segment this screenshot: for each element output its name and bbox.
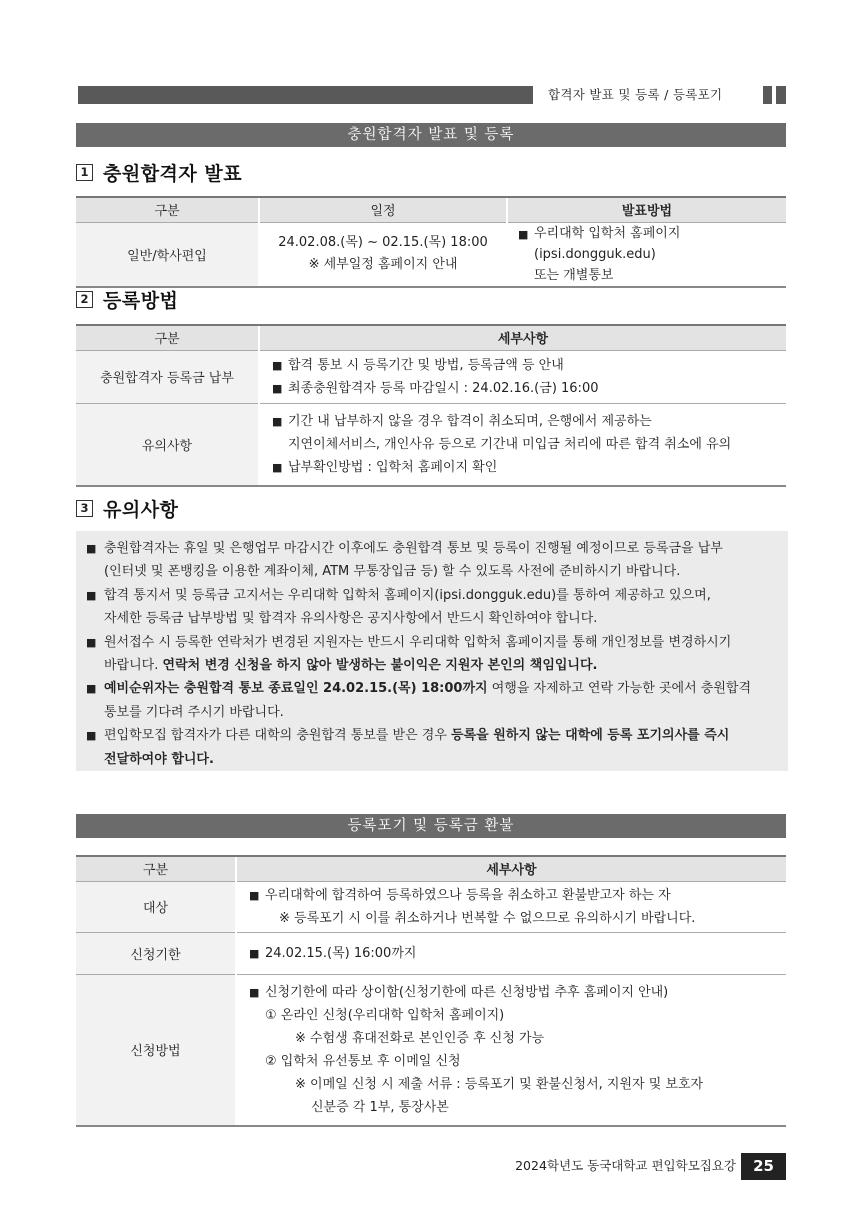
notice-emphasis: 전달하여야 합니다. [104, 751, 214, 767]
row-category: 신청기한 [76, 932, 236, 974]
notice-line: 합격 통지서 및 등록금 고지서는 우리대학 입학처 홈페이지(ipsi.dongguk.edu)를 통하여 제공하고 있으며, [104, 587, 711, 603]
bullet-icon: ■ [249, 946, 260, 960]
detail-line: 신청기한에 따라 상이함(신청기한에 따른 신청방법 추후 홈페이지 안내) [265, 984, 669, 1000]
bullet-icon: ■ [272, 358, 283, 372]
row-category: 유의사항 [76, 403, 259, 486]
bullet-icon: ■ [86, 635, 97, 649]
bullet-icon: ■ [249, 985, 260, 999]
header-decor-block [763, 86, 772, 104]
notice-box [76, 531, 788, 771]
detail-cell [259, 403, 786, 486]
section-number: 1 [76, 164, 93, 181]
notice-line: 충원합격자는 휴일 및 은행업무 마감시간 이후에도 충원합격 통보 및 등록이 진행될 예정이므로 등록금을 납부 [104, 541, 723, 556]
schedule-note: ※ 세부일정 홈페이지 안내 [308, 257, 458, 272]
notice-line [104, 677, 751, 700]
detail-sub: ① 온라인 신청(우리대학 입학처 홈페이지) [265, 1007, 505, 1023]
detail-cell [236, 932, 786, 974]
bullet-icon: ■ [272, 460, 283, 474]
detail-line: 최종충원합격자 등록 마감일시 : 24.02.16.(금) 16:00 [288, 380, 599, 396]
schedule-cell [259, 222, 507, 287]
section-heading [76, 285, 178, 313]
schedule-date: 24.02.08.(목) ~ 02.15.(목) 18:00 [278, 235, 488, 250]
section-title: 충원합격자 발표 [103, 162, 243, 185]
section-heading [76, 494, 178, 522]
detail-note: ※ 등록포기 시 이를 취소하거나 번복할 수 없으므로 유의하시기 바랍니다. [279, 910, 696, 926]
notice-line [104, 748, 729, 771]
detail-cell [259, 350, 786, 403]
section-banner: 충원합격자 발표 및 등록 [76, 123, 786, 147]
row-category: 대상 [76, 881, 236, 932]
detail-sub: ② 입학처 유선통보 후 이메일 신청 [265, 1053, 461, 1069]
row-category: 충원합격자 등록금 납부 [76, 350, 259, 403]
row-category: 신청방법 [76, 974, 236, 1126]
header-decor-block [776, 86, 786, 104]
announcement-table [76, 196, 786, 288]
section-number: 3 [76, 500, 93, 517]
detail-line: 납부확인방법 : 입학처 홈페이지 확인 [288, 459, 498, 475]
notice-line: 자세한 등록금 납부방법 및 합격자 유의사항은 공지사항에서 반드시 확인하여야 합니다. [104, 611, 598, 627]
refund-table [76, 855, 786, 1127]
bullet-icon: ■ [518, 227, 529, 241]
section-title: 등록방법 [103, 289, 179, 312]
notice-emphasis: 연락처 변경 신청을 하지 않아 발생하는 불이익은 지원자 본인의 책임입니다. [162, 658, 598, 674]
notice-item [86, 677, 780, 724]
detail-cell [236, 881, 786, 932]
detail-line: 합격 통보 시 등록기간 및 방법, 등록금액 등 안내 [288, 357, 564, 373]
column-header: 발표방법 [507, 197, 786, 222]
header-bar-fill [78, 86, 533, 104]
detail-line: 기간 내 납부하지 않을 경우 합격이 취소되며, 은행에서 제공하는 [288, 413, 652, 429]
column-header: 구분 [76, 197, 259, 222]
registration-table [76, 324, 786, 487]
bullet-icon: ■ [249, 888, 260, 902]
bullet-icon: ■ [86, 588, 97, 602]
footer-document-title: 2024학년도 동국대학교 편입학모집요강 [515, 1158, 736, 1173]
notice-line: (인터넷 및 폰뱅킹을 이용한 계좌이체, ATM 무통장입금 등) 할 수 있도록 사전에 준비하시기 바랍니다. [104, 564, 681, 580]
column-header: 세부사항 [259, 325, 786, 350]
method-text-cont: 또는 개별통보 [534, 267, 614, 283]
detail-note: ※ 이메일 신청 시 제출 서류 : 등록포기 및 환불신청서, 지원자 및 보호자 [295, 1076, 704, 1092]
notice-text: 여행을 자제하고 연락 가능한 곳에서 충원합격 [491, 681, 751, 697]
detail-line: 24.02.15.(목) 16:00까지 [265, 945, 417, 961]
section-heading [76, 158, 242, 186]
notice-text: 편입학모집 합격자가 다른 대학의 충원합격 통보를 받은 경우 [104, 728, 447, 744]
notice-line: 통보를 기다려 주시기 바랍니다. [104, 704, 284, 720]
method-cell [507, 222, 786, 287]
detail-line: 우리대학에 합격하여 등록하였으나 등록을 취소하고 환불받고자 하는 자 [265, 887, 671, 903]
detail-note: ※ 수험생 휴대전화로 본인인증 후 신청 가능 [295, 1030, 545, 1046]
notice-line [104, 724, 729, 747]
notice-item [86, 584, 780, 631]
notice-emphasis: 등록을 원하지 않는 대학에 등록 포기의사를 즉시 [451, 728, 730, 744]
bullet-icon: ■ [86, 682, 97, 696]
bullet-icon: ■ [86, 729, 97, 743]
detail-line-cont: 지연이체서비스, 개인사유 등으로 기간내 미입금 처리에 따른 합격 취소에 유의 [288, 436, 732, 452]
section-banner: 등록포기 및 등록금 환불 [76, 814, 786, 838]
section-title: 유의사항 [103, 498, 179, 521]
page-number: 25 [741, 1153, 786, 1180]
notice-item [86, 537, 780, 584]
section-number: 2 [76, 291, 93, 308]
detail-cell [236, 974, 786, 1126]
notice-line: 원서접수 시 등록한 연락처가 변경된 지원자는 반드시 우리대학 입학처 홈페이지를 통해 개인정보를 변경하시기 [104, 634, 732, 650]
page-header-bar [78, 86, 786, 104]
bullet-icon: ■ [272, 414, 283, 428]
notice-emphasis: 예비순위자는 충원합격 통보 종료일인 24.02.15.(목) 18:00까지 [104, 681, 488, 697]
notice-item [86, 631, 780, 678]
column-header: 구분 [76, 856, 236, 881]
bullet-icon: ■ [86, 542, 97, 555]
column-header: 일정 [259, 197, 507, 222]
bullet-icon: ■ [272, 381, 283, 395]
row-category: 일반/학사편입 [76, 222, 259, 287]
method-text: 우리대학 입학처 홈페이지(ipsi.dongguk.edu) [534, 225, 681, 262]
notice-item [86, 724, 780, 771]
column-header: 세부사항 [236, 856, 786, 881]
notice-text: 바랍니다. [104, 658, 159, 674]
detail-note-cont: 신분증 각 1부, 통장사본 [311, 1099, 449, 1115]
column-header: 구분 [76, 325, 259, 350]
header-section-label: 합격자 발표 및 등록 / 등록포기 [548, 87, 723, 102]
notice-line [104, 654, 731, 677]
